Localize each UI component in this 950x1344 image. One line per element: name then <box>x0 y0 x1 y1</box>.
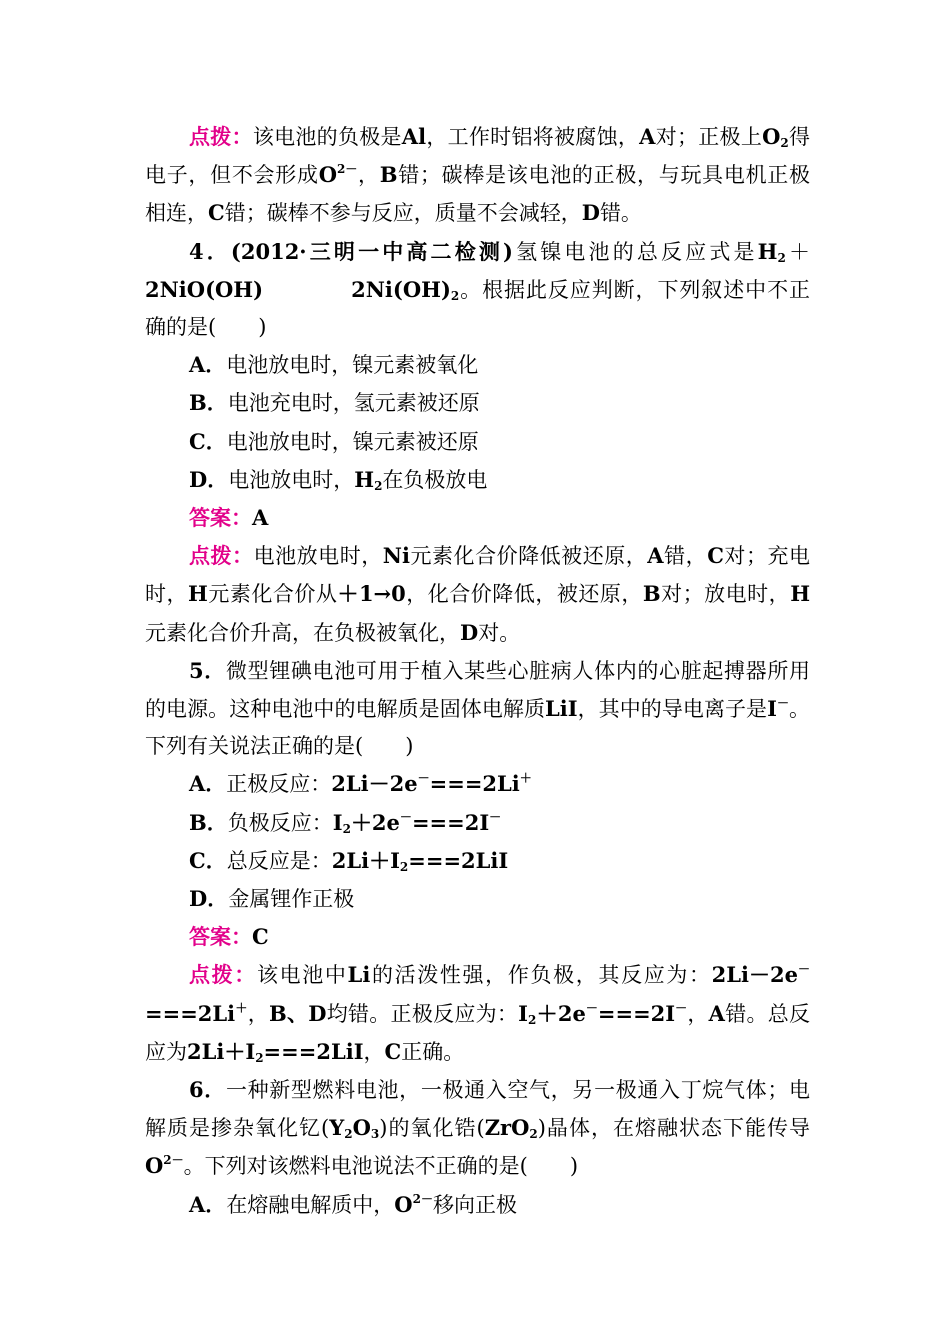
q4-stem: 4．(2012·三明一中高二检测)氢镍电池的总反应式是$H_2+2NiO(OH)$ $2Ni(OH)_2$。根据此反应判断，下列叙述中不正确的是( ) <box>145 238 810 340</box>
q5-option-a: A．正极反应：2Li－2e－===2Li＋ <box>189 771 532 797</box>
q5-option-b: B．负极反应：$I_2+2e^-===2I^-$ <box>189 809 502 836</box>
question-number: 4． <box>189 238 231 264</box>
q4-hint: 点拨：电池放电时，Ni元素化合价降低被还原，A错，C对；充电时，H元素化合价从＋1→0，化合价降低，被还原，B对；放电时，H元素化合价升高，在负极被氧化，D对。 <box>145 543 811 645</box>
q4-option-c: C．电池放电时，镍元素被还原 <box>189 428 479 454</box>
q6-option-a: A．在熔融电解质中，$O^{2-}$移向正极 <box>189 1191 517 1217</box>
q4-option-a: A．电池放电时，镍元素被氧化 <box>189 352 479 378</box>
hint-label: 点拨： <box>189 543 254 569</box>
question-number: 6． <box>189 1077 226 1103</box>
q4-option-d: D．电池放电时，$H_2$在负极放电 <box>189 466 488 493</box>
answer-label: 答案： <box>189 505 252 531</box>
hint-label: 点拨： <box>189 124 253 149</box>
q5-stem: 5．微型锂碘电池可用于植入某些心脏病人体内的心脏起搏器所用的电源。这种电池中的电解质是固体电解质LiI，其中的导电离子是I－。下列有关说法正确的是( ) <box>145 657 811 759</box>
document-page <box>145 118 810 1224</box>
answer-label: 答案： <box>189 924 252 950</box>
q5-answer: 答案：C <box>189 924 269 950</box>
q5-option-d: D．金属锂作正极 <box>189 886 355 912</box>
q5-option-c: C．总反应是：$2Li+I_2===2LiI$ <box>189 847 509 874</box>
hint-label: 点拨： <box>189 962 257 988</box>
q4-option-b: B．电池充电时，氢元素被还原 <box>189 390 480 416</box>
question-number: 5． <box>189 657 226 683</box>
question-source: (2012·三明一中高二检测) <box>230 238 513 264</box>
q3-hint: 点拨：该电池的负极是Al，工作时铝将被腐蚀，A对；正极上$O_2$得电子，但不会形成$O^{2-}$，B错；碳棒是该电池的正极，与玩具电机正极相连，C错；碳棒不参与反应，质量不会减轻，D错。 <box>145 124 811 226</box>
q4-answer: 答案：A <box>189 505 269 531</box>
q5-hint: 点拨：该电池中Li的活泼性强，作负极，其反应为：2Li－2e－===2Li＋，B、D均错。正极反应为：$I_2+2e^-===2I^-$，A错。总反应为$2Li+I_2===2LiI$，C正确。 <box>145 962 811 1065</box>
q6-stem: 6．一种新型燃料电池，一极通入空气，另一极通入丁烷气体；电解质是掺杂氧化钇$(Y_2O_3)$的氧化锆(ZrO$_2$)晶体，在熔融状态下能传导$O^{2-}$。下列对该燃料电池说法不正确的是( ) <box>145 1077 810 1179</box>
